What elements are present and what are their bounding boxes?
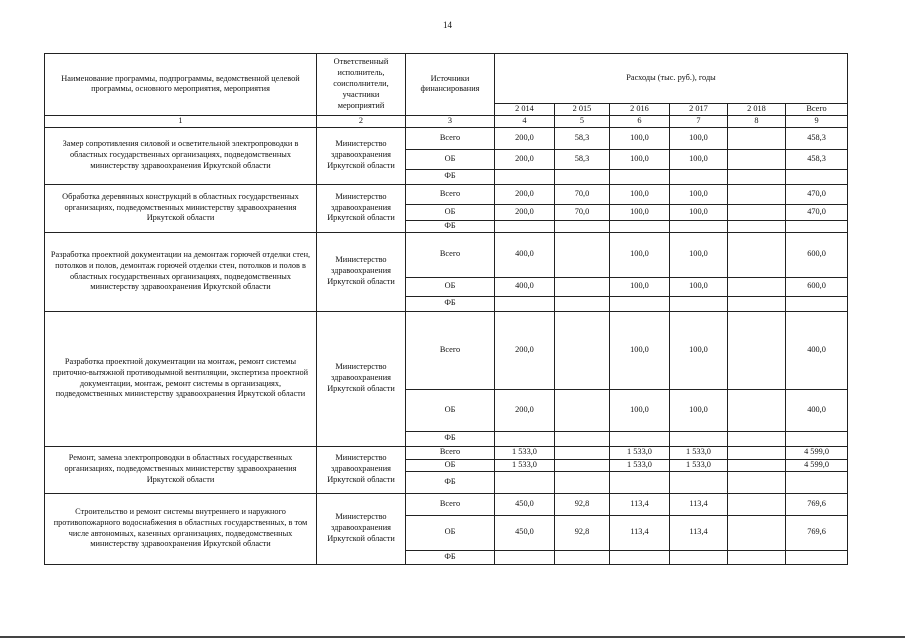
total-value: 600,0 — [786, 232, 848, 277]
year-value: 113,4 — [610, 515, 670, 550]
year-value: 1 533,0 — [610, 446, 670, 459]
year-value — [495, 471, 555, 493]
year-value: 100,0 — [670, 389, 728, 431]
activity-responsible: Министерство здравоохранения Иркутской области — [317, 184, 406, 232]
year-value — [555, 277, 610, 296]
year-value — [495, 296, 555, 311]
table-row — [45, 184, 848, 204]
total-value: 470,0 — [786, 184, 848, 204]
year-value — [610, 431, 670, 446]
activity-responsible: Министерство здравоохранения Иркутской области — [317, 232, 406, 311]
year-value — [728, 471, 786, 493]
funding-source: ОБ — [406, 149, 495, 169]
total-value — [786, 296, 848, 311]
page-bottom-border — [0, 636, 905, 638]
total-value: 400,0 — [786, 389, 848, 431]
funding-source: ОБ — [406, 515, 495, 550]
budget-table — [44, 53, 848, 565]
header-responsible: Ответственный исполнитель, соисполнители, участники мероприятий — [317, 54, 406, 116]
column-number: 9 — [786, 115, 848, 127]
year-value: 100,0 — [670, 204, 728, 220]
total-value — [786, 550, 848, 564]
year-value: 100,0 — [670, 232, 728, 277]
year-value: 100,0 — [670, 127, 728, 149]
activity-name: Замер сопротивления силовой и осветительной электропроводки в областных государственных организациях, подведомственных министерству здравоохранения Иркутской области — [45, 127, 317, 184]
funding-source: ФБ — [406, 550, 495, 564]
year-value — [555, 311, 610, 389]
header-total: Всего — [786, 104, 848, 116]
year-value: 100,0 — [610, 127, 670, 149]
funding-source: ОБ — [406, 204, 495, 220]
year-value: 100,0 — [670, 149, 728, 169]
funding-source: Всего — [406, 232, 495, 277]
funding-source: Всего — [406, 127, 495, 149]
activity-responsible: Министерство здравоохранения Иркутской области — [317, 493, 406, 564]
year-value — [670, 471, 728, 493]
year-value — [728, 446, 786, 459]
year-value: 100,0 — [610, 204, 670, 220]
activity-name: Строительство и ремонт системы внутреннего и наружного противопожарного водоснабжения в областных государственных, в том числе автономных, казенных организациях, подведомственных министерству здравоохранения Иркутской области — [45, 493, 317, 564]
year-value: 92,8 — [555, 515, 610, 550]
year-value: 200,0 — [495, 149, 555, 169]
activities-body — [45, 127, 848, 564]
table-row — [45, 232, 848, 277]
year-value — [610, 169, 670, 184]
column-number: 1 — [45, 115, 317, 127]
year-value — [728, 149, 786, 169]
funding-source: ОБ — [406, 459, 495, 471]
year-value: 113,4 — [670, 515, 728, 550]
funding-source: Всего — [406, 493, 495, 515]
year-value — [670, 431, 728, 446]
year-value — [728, 550, 786, 564]
year-value — [610, 296, 670, 311]
total-value — [786, 220, 848, 232]
funding-source: ФБ — [406, 169, 495, 184]
funding-source: Всего — [406, 311, 495, 389]
year-value — [495, 169, 555, 184]
year-value: 200,0 — [495, 184, 555, 204]
header-year: 2 015 — [555, 104, 610, 116]
year-value — [728, 232, 786, 277]
total-value: 458,3 — [786, 127, 848, 149]
activity-name: Разработка проектной документации на монтаж, ремонт системы приточно-вытяжной противодымной вентиляции, экспертиза проектной документации, монтаж, ремонт системы в организациях, подведомственных министерству здравоохранения Иркутской области — [45, 311, 317, 446]
column-number: 6 — [610, 115, 670, 127]
year-value — [555, 232, 610, 277]
total-value: 458,3 — [786, 149, 848, 169]
header-year: 2 017 — [670, 104, 728, 116]
year-value — [728, 515, 786, 550]
year-value — [610, 550, 670, 564]
column-number: 4 — [495, 115, 555, 127]
column-number: 8 — [728, 115, 786, 127]
year-value — [728, 493, 786, 515]
year-value — [670, 220, 728, 232]
year-value — [555, 220, 610, 232]
year-value — [728, 431, 786, 446]
column-number: 2 — [317, 115, 406, 127]
year-value: 200,0 — [495, 389, 555, 431]
year-value: 113,4 — [610, 493, 670, 515]
year-value — [555, 296, 610, 311]
year-value — [495, 220, 555, 232]
funding-source: ФБ — [406, 431, 495, 446]
total-value: 769,6 — [786, 515, 848, 550]
year-value — [728, 220, 786, 232]
year-value: 100,0 — [670, 277, 728, 296]
total-value: 600,0 — [786, 277, 848, 296]
year-value — [555, 431, 610, 446]
activity-responsible: Министерство здравоохранения Иркутской области — [317, 127, 406, 184]
year-value: 100,0 — [610, 149, 670, 169]
year-value: 100,0 — [610, 389, 670, 431]
year-value: 70,0 — [555, 204, 610, 220]
year-value — [555, 471, 610, 493]
total-value: 4 599,0 — [786, 446, 848, 459]
year-value: 100,0 — [670, 311, 728, 389]
year-value: 450,0 — [495, 493, 555, 515]
activity-name: Разработка проектной документации на демонтаж горючей отделки стен, потолков и полов, демонтаж горючей отделки стен, потолков и полов в областных государственных организациях, подведомственных министерству здравоохранения Иркутской области — [45, 232, 317, 311]
header-name: Наименование программы, подпрограммы, ведомственной целевой программы, основного мероприятия, мероприятия — [45, 54, 317, 116]
year-value: 100,0 — [610, 232, 670, 277]
year-value: 58,3 — [555, 149, 610, 169]
year-value: 200,0 — [495, 204, 555, 220]
table-row — [45, 127, 848, 149]
year-value: 58,3 — [555, 127, 610, 149]
year-value: 200,0 — [495, 127, 555, 149]
year-value — [728, 296, 786, 311]
year-value: 92,8 — [555, 493, 610, 515]
total-value — [786, 431, 848, 446]
year-value: 1 533,0 — [670, 459, 728, 471]
year-value: 100,0 — [670, 184, 728, 204]
table-row — [45, 446, 848, 459]
year-value — [728, 389, 786, 431]
year-value — [610, 220, 670, 232]
year-value: 1 533,0 — [495, 446, 555, 459]
header-year: 2 018 — [728, 104, 786, 116]
funding-source: ФБ — [406, 296, 495, 311]
header-sources: Источники финансирования — [406, 54, 495, 116]
year-value: 450,0 — [495, 515, 555, 550]
funding-source: ФБ — [406, 471, 495, 493]
activity-responsible: Министерство здравоохранения Иркутской области — [317, 311, 406, 446]
year-value — [728, 459, 786, 471]
year-value: 400,0 — [495, 232, 555, 277]
year-value: 70,0 — [555, 184, 610, 204]
total-value — [786, 471, 848, 493]
year-value — [555, 389, 610, 431]
year-value: 100,0 — [610, 311, 670, 389]
year-value — [555, 169, 610, 184]
total-value: 4 599,0 — [786, 459, 848, 471]
activity-name: Обработка деревянных конструкций в областных государственных организациях, подведомственных министерству здравоохранения Иркутской области — [45, 184, 317, 232]
total-value: 769,6 — [786, 493, 848, 515]
year-value — [728, 204, 786, 220]
year-value: 1 533,0 — [670, 446, 728, 459]
year-value: 1 533,0 — [610, 459, 670, 471]
column-number: 5 — [555, 115, 610, 127]
table-row — [45, 311, 848, 389]
year-value: 100,0 — [610, 184, 670, 204]
page-number: 14 — [443, 20, 452, 30]
header-year: 2 016 — [610, 104, 670, 116]
activity-responsible: Министерство здравоохранения Иркутской области — [317, 446, 406, 493]
year-value: 400,0 — [495, 277, 555, 296]
year-value — [670, 169, 728, 184]
year-value — [728, 184, 786, 204]
year-value — [728, 169, 786, 184]
year-value — [610, 471, 670, 493]
year-value — [555, 459, 610, 471]
year-value: 100,0 — [610, 277, 670, 296]
funding-source: Всего — [406, 184, 495, 204]
year-value: 200,0 — [495, 311, 555, 389]
table-row — [45, 493, 848, 515]
year-value — [555, 446, 610, 459]
total-value: 400,0 — [786, 311, 848, 389]
year-value — [495, 550, 555, 564]
activity-name: Ремонт, замена электропроводки в областных государственных организациях, подведомственных министерству здравоохранения Иркутской области — [45, 446, 317, 493]
year-value: 1 533,0 — [495, 459, 555, 471]
column-number: 7 — [670, 115, 728, 127]
year-value — [670, 296, 728, 311]
year-value: 113,4 — [670, 493, 728, 515]
year-value — [728, 277, 786, 296]
total-value — [786, 169, 848, 184]
year-value — [728, 127, 786, 149]
year-value — [495, 431, 555, 446]
total-value: 470,0 — [786, 204, 848, 220]
header-expenses: Расходы (тыс. руб.), годы — [495, 54, 848, 104]
column-number: 3 — [406, 115, 495, 127]
year-value — [670, 550, 728, 564]
year-value — [555, 550, 610, 564]
year-value — [728, 311, 786, 389]
funding-source: Всего — [406, 446, 495, 459]
funding-source: ФБ — [406, 220, 495, 232]
funding-source: ОБ — [406, 389, 495, 431]
header-year: 2 014 — [495, 104, 555, 116]
funding-source: ОБ — [406, 277, 495, 296]
